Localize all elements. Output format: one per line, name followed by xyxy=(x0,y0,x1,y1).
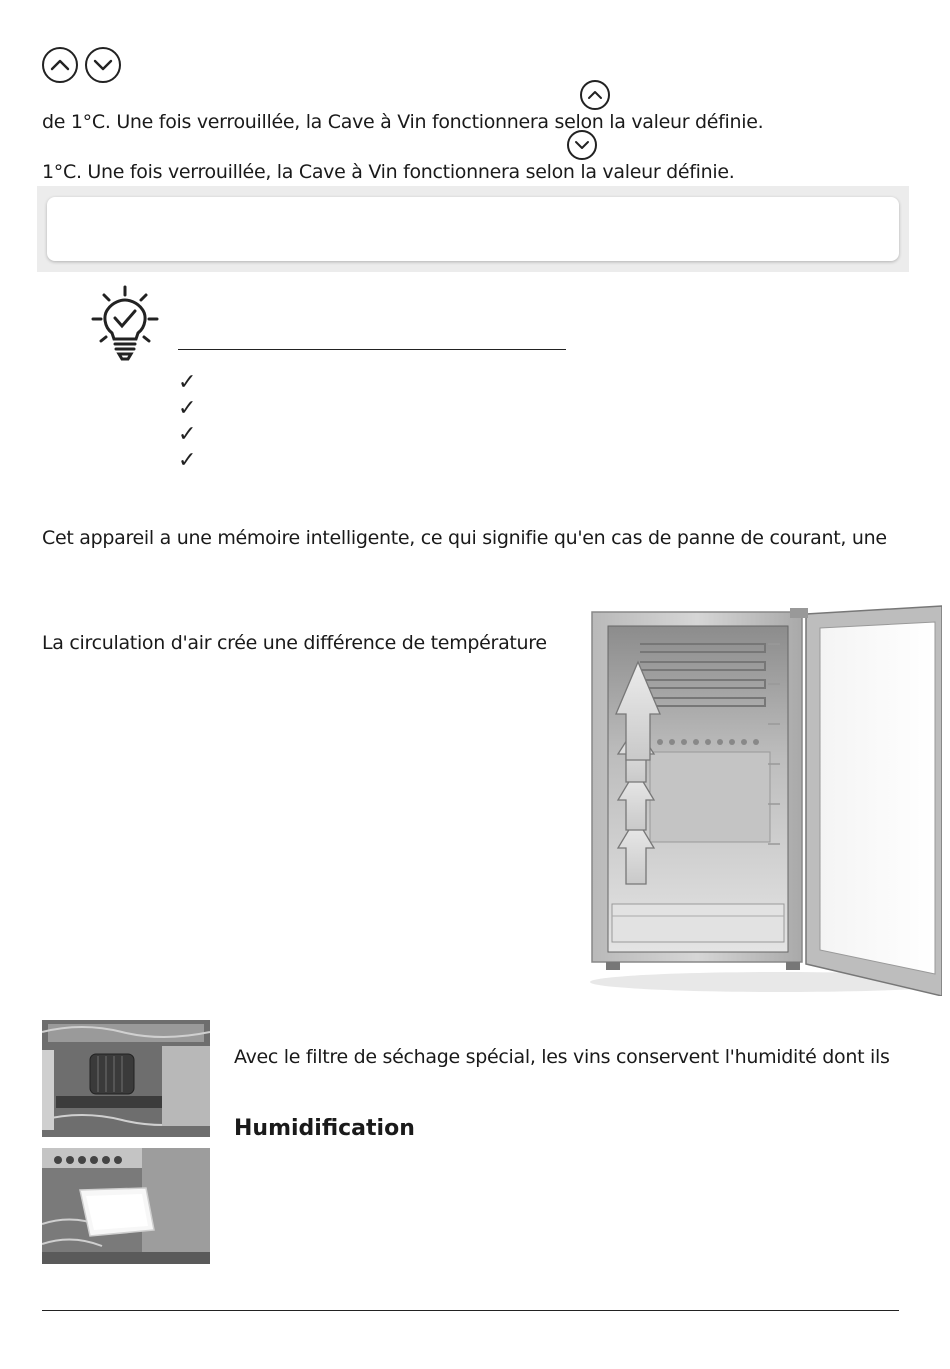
memory-text: Cet appareil a une mémoire intelligente, ce qui signifie qu'en cas de panne de courant, une xyxy=(42,527,887,549)
down-button[interactable] xyxy=(85,47,121,83)
up-button[interactable] xyxy=(42,47,78,83)
filter-text: Avec le filtre de séchage spécial, les vins conservent l'humidité dont ils xyxy=(234,1046,890,1068)
down-icon-inline xyxy=(567,130,597,160)
check-list xyxy=(178,370,196,474)
tip-title-underline xyxy=(178,349,566,350)
check-item: ✓ xyxy=(178,422,197,447)
humidifier-tray-photo xyxy=(42,1148,210,1264)
check-item: ✓ xyxy=(178,448,197,473)
check-item: ✓ xyxy=(178,396,197,421)
text-line-2: 1°C. Une fois verrouillée, la Cave à Vin fonctionnera selon la valeur définie. xyxy=(42,161,735,183)
check-item: ✓ xyxy=(178,370,197,395)
section-heading-humidification: Humidification xyxy=(234,1116,415,1141)
circulation-text: La circulation d'air crée une différence de température xyxy=(42,632,547,654)
wine-cooler-airflow-illustration xyxy=(580,604,942,996)
chevron-up-icon xyxy=(50,59,70,71)
chevron-down-icon xyxy=(93,59,113,71)
footer-rule xyxy=(42,1310,899,1311)
up-icon-inline xyxy=(580,80,610,110)
text-line-1: de 1°C. Une fois verrouillée, la Cave à Vin fonctionnera selon la valeur définie. xyxy=(42,111,764,133)
note-box xyxy=(37,186,909,272)
lightbulb-check-icon xyxy=(90,285,160,363)
chevron-up-icon xyxy=(587,90,603,100)
note-box-inner xyxy=(47,197,899,261)
chevron-down-icon xyxy=(574,140,590,150)
dryer-filter-photo xyxy=(42,1020,210,1137)
